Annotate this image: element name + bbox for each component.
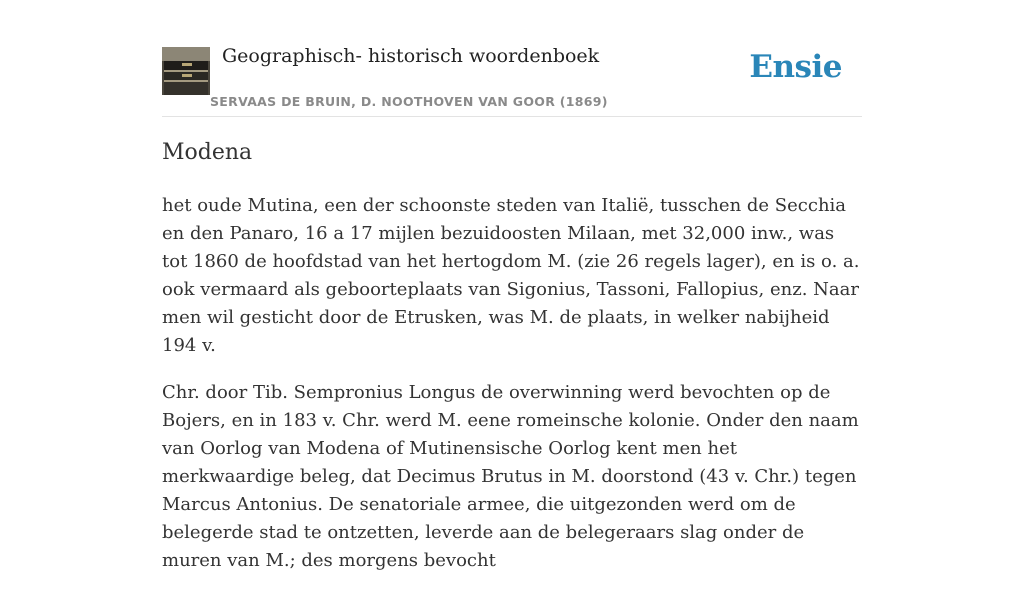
- entry-title: Modena: [162, 140, 253, 165]
- entry-paragraph: het oude Mutina, een der schoonste steden van Italië, tusschen de Secchia en den Panaro, 16 a 17 mijlen bezuidoosten Milaan, met 32,000 inw., was tot 1860 de hoofdstad van het hertogdom M. (zie 26 regels lager), en is o. a. ook vermaard als geboorteplaats van Sigonius, Tassoni, Fallopius, enz. Naar men wil gesticht door de Etrusken, was M. de plaats, in welker nabijheid 194 v.: [162, 195, 860, 356]
- ensie-logo[interactable]: Ensie: [749, 49, 842, 85]
- source-header: [162, 0, 862, 117]
- entry-body: [162, 192, 862, 594]
- book-author-link[interactable]: SERVAAS DE BRUIN, D. NOOTHOVEN VAN GOOR (1869): [210, 94, 608, 109]
- book-cover-icon[interactable]: [162, 47, 210, 95]
- content-container: [162, 0, 862, 571]
- entry-paragraph: Chr. door Tib. Sempronius Longus de overwinning werd bevochten op de Bojers, en in 183 v. Chr. werd M. eene romeinsche kolonie. Onder den naam van Oorlog van Modena of Mutinensische Oorlog kent men het merkwaardige beleg, dat Decimus Brutus in M. doorstond (43 v. Chr.) tegen Marcus Antonius. De senatoriale armee, die uitgezonden werd om de belegerde stad te ontzetten, leverde aan de belegeraars slag onder de muren van M.; des morgens bevocht: [162, 382, 859, 571]
- book-title-link[interactable]: Geographisch- historisch woordenboek: [222, 45, 600, 67]
